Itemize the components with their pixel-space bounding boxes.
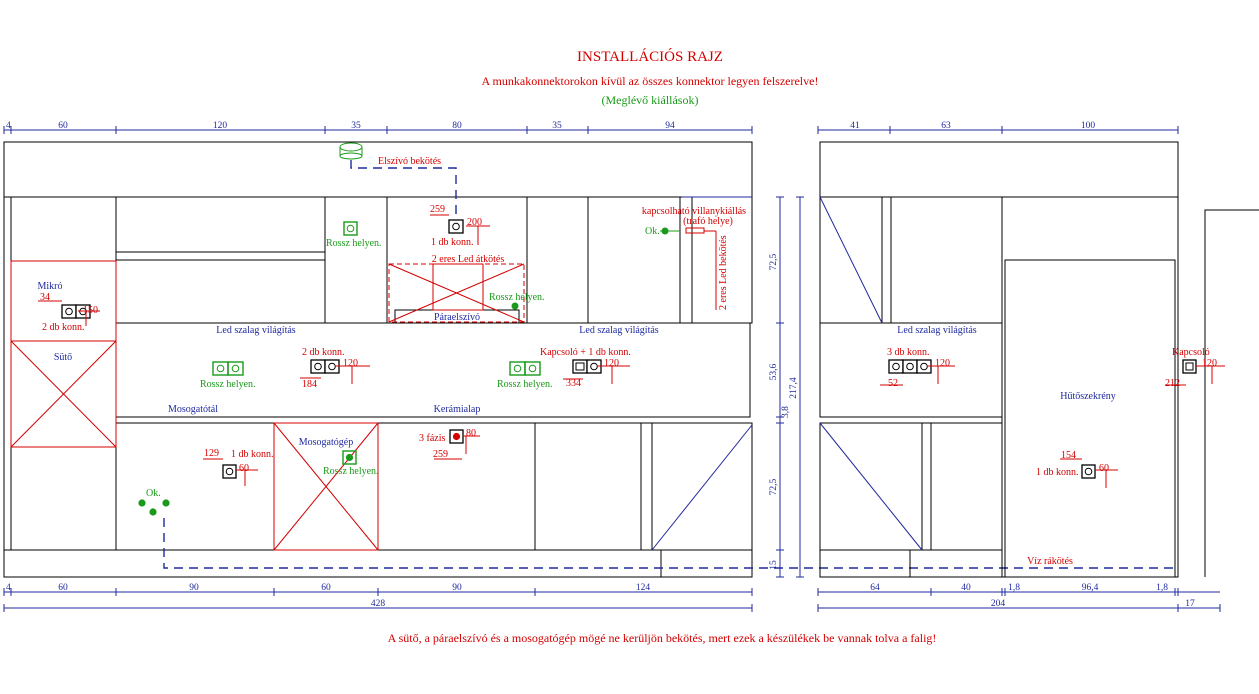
dim-label: 90 — [189, 583, 199, 593]
dim-label: 40 — [961, 583, 971, 593]
left-top-dimensions — [4, 121, 752, 134]
dim-label: 60 — [58, 583, 68, 593]
socket-backsplash-two — [300, 347, 370, 390]
dim-label: 60 — [58, 121, 68, 131]
wrong-socket-hood — [489, 292, 545, 310]
dim-label: 100 — [1080, 121, 1096, 131]
wrong-place-label: Rossz helyen. — [489, 292, 545, 303]
socket-count: 1 db konn. — [1036, 467, 1079, 478]
socket-count: 2 db konn. — [42, 322, 85, 333]
wrong-place-label: Rossz helyen. — [326, 238, 382, 249]
dim-label: 217,4 — [789, 377, 799, 399]
dim-label: 96,4 — [1081, 583, 1099, 593]
dim-label: 53,6 — [769, 363, 779, 381]
led-through-label: 2 eres Led átkötés — [431, 254, 505, 265]
dim-label: 94 — [665, 121, 675, 131]
fridge-label: Hűtőszekrény — [1060, 391, 1116, 402]
dim-label: 1,8 — [1008, 583, 1020, 593]
dim-socket: 34 — [40, 292, 50, 303]
socket-fridge — [1036, 450, 1118, 488]
hood-area — [389, 254, 524, 323]
wrong-socket-upper — [326, 222, 382, 249]
left-bottom-dimensions — [4, 583, 752, 612]
led-strip-label: Led szalag világítás — [579, 325, 659, 336]
transformer-label: (trafó helye) — [683, 216, 733, 227]
led-strip-label: Led szalag világítás — [897, 325, 977, 336]
socket-count: 1 db konn. — [231, 449, 274, 460]
led-vertical-label: 2 eres Led bekötés — [718, 235, 729, 310]
dim-socket: 60 — [239, 463, 249, 474]
dim-socket: 259 — [430, 204, 445, 215]
wrong-place-label: Rossz helyen. — [497, 379, 553, 390]
hood-connection-label: Elszívó bekötés — [378, 156, 442, 167]
socket-count: 2 db konn. — [302, 347, 345, 358]
dim-label: 17 — [1185, 599, 1195, 609]
dim-socket: 259 — [433, 449, 448, 460]
microwave-label: Mikró — [37, 281, 63, 292]
dim-socket: 52 — [888, 378, 898, 389]
wrong-socket-backsplash-right — [497, 362, 553, 390]
dim-label: 64 — [870, 583, 880, 593]
drawing-subtitle: A munkakonnektorokon kívül az összes konnektor legyen felszerelve! — [481, 74, 819, 88]
ok-label: Ok. — [146, 488, 161, 499]
dishwasher-area — [274, 423, 378, 550]
vertical-dimensions — [769, 197, 804, 577]
dishwasher-label: Mosogatógép — [298, 437, 354, 448]
dim-label: 1,8 — [1156, 583, 1168, 593]
socket-count: 3 db konn. — [887, 347, 930, 358]
dim-total: 428 — [370, 599, 386, 609]
dim-label: 72,5 — [769, 478, 779, 496]
dim-socket: 184 — [302, 379, 317, 390]
sink-ok — [138, 488, 169, 516]
right-bottom-dimensions — [818, 583, 1220, 612]
dim-socket: 120 — [604, 358, 619, 369]
dim-label: 63 — [941, 121, 951, 131]
wrong-place-label: Rossz helyen. — [323, 466, 379, 477]
switch-socket-label: Kapcsoló + 1 db konn. — [540, 347, 631, 358]
dim-label: 41 — [850, 121, 860, 131]
drawing-note: (Meglévő kiállások) — [601, 93, 699, 107]
dim-label: 60 — [321, 583, 331, 593]
dim-label: 4 — [6, 583, 11, 593]
switch-socket — [540, 347, 631, 389]
footer-warning: A sütő, a páraelszívó és a mosogatógép mögé ne kerüljön bekötés, mert ezek a készülékek be vannak tolva a falig! — [387, 631, 937, 645]
dim-label: 80 — [452, 121, 462, 131]
switch-label: Kapcsoló — [1172, 347, 1210, 358]
dim-label: 120 — [212, 121, 228, 131]
wrong-socket-dishwasher — [323, 451, 379, 477]
ceramic-top-label: Kerámialap — [433, 404, 481, 415]
dim-socket: 80 — [466, 428, 476, 439]
three-phase-socket — [419, 428, 480, 460]
right-top-dimensions — [818, 121, 1178, 134]
dim-socket: 154 — [1061, 450, 1076, 461]
dim-socket: 60 — [1099, 463, 1109, 474]
dim-label: 124 — [635, 583, 651, 593]
socket-count: 1 db konn. — [431, 237, 474, 248]
switch-right — [1165, 347, 1225, 389]
switchable-power-label: kapcsolható villanykiállás — [641, 206, 747, 217]
socket-hood — [430, 204, 490, 248]
dim-socket: 129 — [204, 448, 219, 459]
dim-socket: 212 — [1165, 378, 1180, 389]
dim-label: 72,5 — [769, 253, 779, 271]
dim-socket: 334 — [566, 378, 581, 389]
led-strip-label: Led szalag világítás — [216, 325, 296, 336]
water-label: Víz rákötés — [1027, 556, 1073, 567]
dim-socket: 150 — [83, 305, 98, 316]
drawing-title: INSTALLÁCIÓS RAJZ — [577, 49, 723, 65]
socket-microwave — [38, 292, 100, 333]
wrong-socket-backsplash-left — [200, 362, 256, 390]
socket-sink — [203, 448, 274, 486]
dim-socket: 120 — [343, 358, 358, 369]
dim-label: 15 — [769, 560, 779, 570]
dim-socket: 120 — [935, 358, 950, 369]
dim-label: 35 — [351, 121, 361, 131]
dim-socket: 120 — [1202, 358, 1217, 369]
dim-label: 90 — [452, 583, 462, 593]
wrong-place-label: Rossz helyen. — [200, 379, 256, 390]
switchable-power — [642, 206, 746, 310]
dim-label: 35 — [552, 121, 562, 131]
dim-socket: 200 — [467, 217, 482, 228]
dim-total: 204 — [990, 599, 1006, 609]
socket-right-three — [880, 347, 955, 389]
oven-label: Sütő — [53, 352, 73, 363]
oven-column — [11, 261, 116, 447]
hood-label: Páraelszívó — [433, 312, 481, 323]
dim-label: 4 — [6, 121, 11, 131]
three-phase-label: 3 fázis — [419, 433, 446, 444]
ok-label: Ok. — [645, 226, 660, 237]
dim-label: 3,8 — [781, 406, 791, 418]
sink-label: Mosogatótál — [168, 404, 218, 415]
